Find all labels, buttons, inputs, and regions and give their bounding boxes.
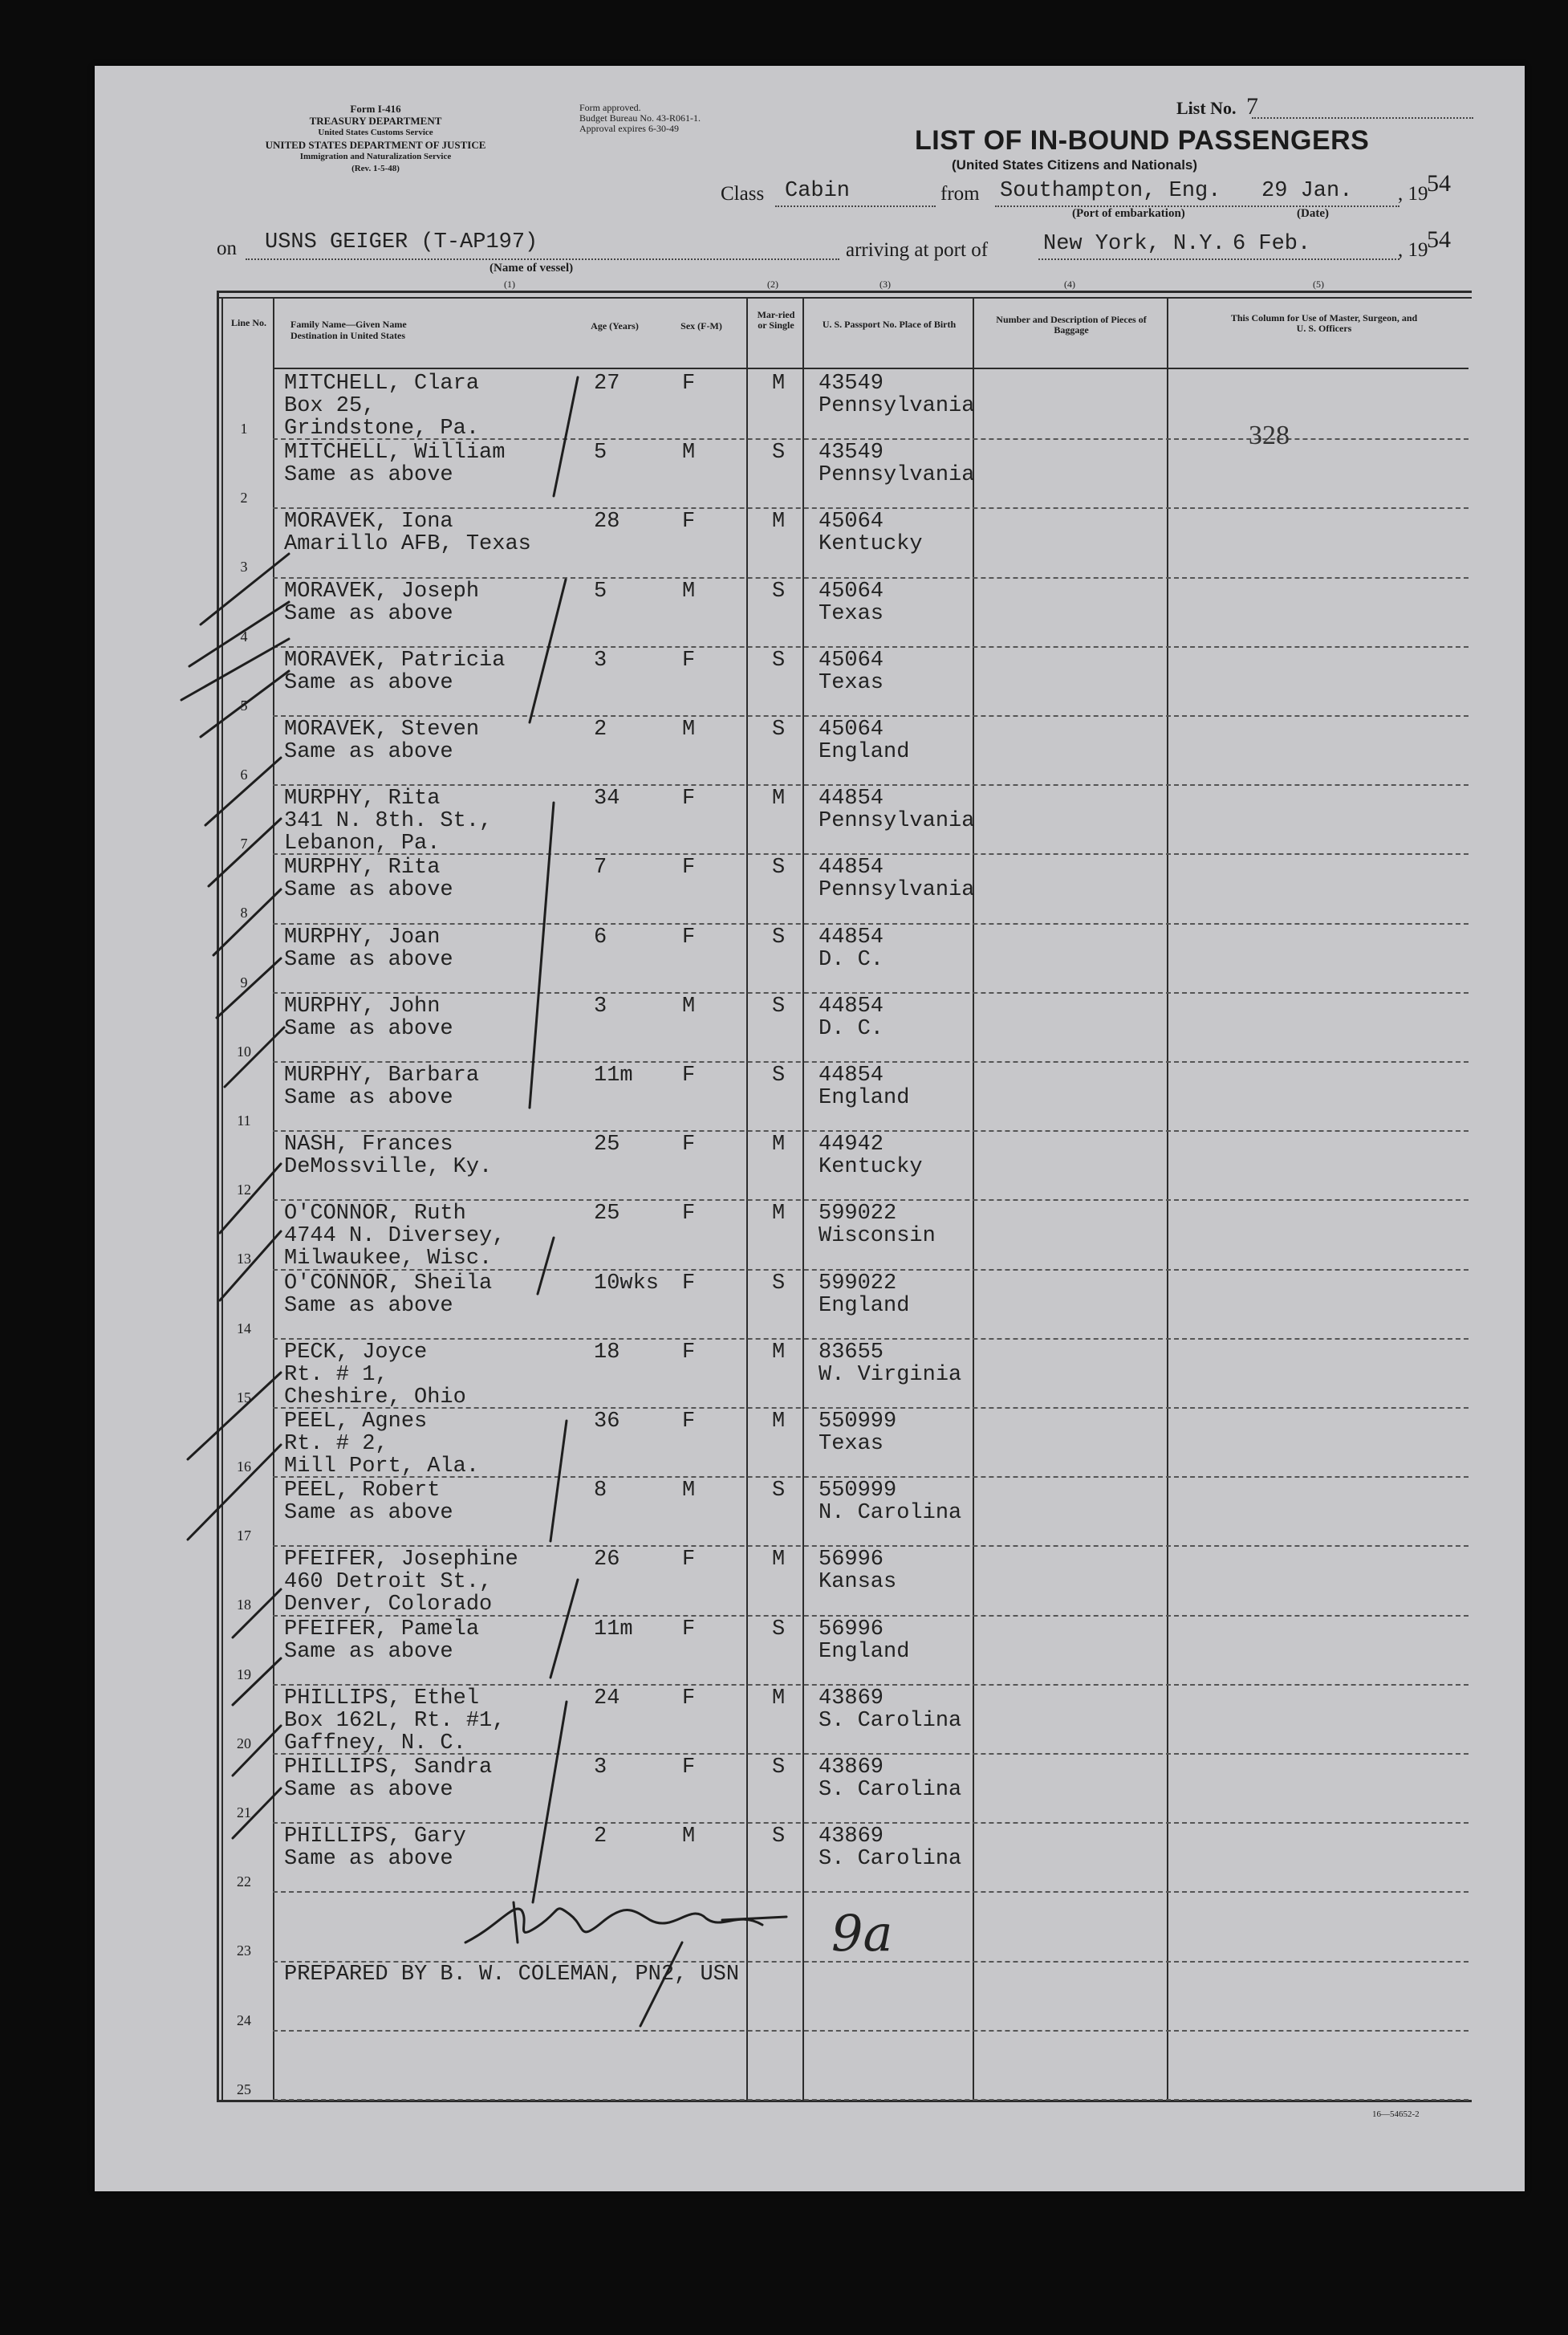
place-of-birth: Kentucky (819, 1155, 923, 1180)
destination-line: Same as above (284, 1086, 453, 1110)
row-divider (273, 1684, 1468, 1686)
approval-block (579, 103, 701, 134)
approval-line: Budget Bureau No. 43-R061-1. (579, 112, 701, 124)
destination-line: 460 Detroit St., (284, 1570, 493, 1595)
place-of-birth: Pennsylvania (819, 463, 975, 488)
passenger-age: 6 (594, 925, 607, 950)
passport-number: 43869 (819, 1686, 884, 1711)
passenger-age: 11m (594, 1617, 633, 1641)
destination-line: Same as above (284, 670, 453, 695)
marital-status: S (772, 718, 786, 742)
passenger-name: MORAVEK, Patricia (284, 648, 506, 673)
passport-number: 43549 (819, 441, 884, 466)
line-number: 9 (240, 974, 248, 991)
year-prefix: , 19 (1398, 183, 1428, 205)
row-divider (273, 715, 1468, 717)
line-number: 19 (237, 1666, 251, 1682)
line-number: 6 (240, 767, 248, 783)
passenger-age: 3 (594, 648, 607, 673)
marital-status: S (772, 441, 786, 466)
date-caption: (Date) (1297, 207, 1329, 220)
place-of-birth: S. Carolina (819, 1778, 962, 1802)
passenger-name: MORAVEK, Joseph (284, 579, 480, 604)
line-number: 5 (240, 697, 248, 714)
place-of-birth: W. Virginia (819, 1362, 962, 1387)
destination-line: Same as above (284, 947, 453, 972)
row-divider (273, 1199, 1468, 1201)
row-divider (273, 1891, 1468, 1893)
line-number: 24 (237, 2012, 251, 2028)
row-divider (273, 646, 1468, 648)
passenger-age: 8 (594, 1479, 607, 1503)
place-of-birth: D. C. (819, 1016, 884, 1041)
place-of-birth: Wisconsin (819, 1224, 936, 1249)
passenger-name: PECK, Joyce (284, 1340, 428, 1365)
passenger-sex: F (682, 1064, 696, 1088)
passenger-name: NASH, Frances (284, 1133, 453, 1157)
passenger-name: PHILLIPS, Gary (284, 1824, 466, 1849)
on-label: on (217, 238, 237, 259)
marital-status: S (772, 1479, 786, 1503)
line-number: 15 (237, 1389, 251, 1405)
marital-status: M (772, 1133, 786, 1157)
header-age: Age (Years) (591, 320, 639, 332)
header-destination: Destination in United States (290, 330, 406, 341)
place-of-birth: England (819, 1293, 910, 1318)
passenger-name: MURPHY, Rita (284, 787, 441, 812)
arrival-port: New York, N.Y. (1043, 232, 1225, 256)
marital-status: S (772, 1271, 786, 1296)
place-of-birth: D. C. (819, 947, 884, 972)
marital-status: S (772, 1755, 786, 1780)
passport-number: 56996 (819, 1617, 884, 1641)
header-passport: U. S. Passport No. Place of Birth (822, 319, 957, 330)
passenger-name: O'CONNOR, Ruth (284, 1202, 466, 1226)
passenger-sex: F (682, 1548, 696, 1572)
passport-number: 45064 (819, 579, 884, 604)
passport-number: 45064 (819, 718, 884, 742)
marital-status: M (772, 372, 786, 396)
line-number: 23 (237, 1942, 251, 1959)
passenger-sex: F (682, 1202, 696, 1226)
destination-line: Same as above (284, 740, 453, 764)
page-title: LIST OF IN-BOUND PASSENGERS (915, 125, 1370, 156)
passenger-age: 34 (594, 787, 620, 812)
marital-status: M (772, 1340, 786, 1365)
line-number: 2 (240, 490, 248, 506)
prepared-by: PREPARED BY B. W. COLEMAN, PN2, USN (284, 1963, 740, 1987)
passenger-age: 11m (594, 1064, 633, 1088)
marital-status: S (772, 1617, 786, 1641)
place-of-birth: Kansas (819, 1570, 897, 1595)
line-number: 4 (240, 628, 248, 645)
passenger-name: PHILLIPS, Sandra (284, 1755, 493, 1780)
passenger-sex: M (682, 1824, 696, 1849)
place-of-birth: England (819, 1639, 910, 1664)
table-left-border (221, 297, 223, 2100)
passenger-name: MITCHELL, William (284, 441, 506, 466)
passenger-sex: F (682, 1410, 696, 1434)
line-number: 8 (240, 905, 248, 921)
line-number: 21 (237, 1804, 251, 1820)
print-code: 16—54652-2 (1372, 2109, 1420, 2119)
class-label: Class (721, 183, 765, 205)
row-divider (273, 577, 1468, 579)
passenger-age: 36 (594, 1410, 620, 1434)
passport-number: 599022 (819, 1202, 897, 1226)
passenger-name: MITCHELL, Clara (284, 372, 480, 396)
passenger-age: 2 (594, 718, 607, 742)
passport-number: 550999 (819, 1479, 897, 1503)
handwritten-initials: 9a (831, 1904, 893, 1963)
table-top-rule (217, 297, 1472, 299)
destination-line: Same as above (284, 878, 453, 903)
year-prefix: , 19 (1398, 239, 1428, 261)
passport-number: 43549 (819, 372, 884, 396)
destination-line: Grindstone, Pa. (284, 417, 480, 441)
header-sex: Sex (F-M) (680, 320, 722, 332)
class-value: Cabin (785, 179, 851, 203)
passenger-name: O'CONNOR, Sheila (284, 1271, 493, 1296)
passenger-sex: F (682, 925, 696, 950)
row-divider (273, 1822, 1468, 1824)
row-divider (273, 853, 1468, 855)
customs-label: United States Customs Service (318, 128, 433, 137)
column-number: (2) (767, 279, 778, 290)
passport-number: 44854 (819, 994, 884, 1019)
approval-line: Form approved. (579, 102, 641, 113)
marital-status: S (772, 648, 786, 673)
destination-line: DeMossville, Ky. (284, 1155, 493, 1180)
line-number: 11 (237, 1113, 251, 1129)
officer-note: 328 (1249, 421, 1290, 450)
row-divider (273, 2030, 1468, 2032)
column-number: (4) (1064, 279, 1075, 290)
baggage-divider (1167, 297, 1168, 2100)
vessel-line (246, 258, 839, 260)
line-number: 22 (237, 1873, 251, 1890)
destination-line: Cheshire, Ohio (284, 1385, 466, 1410)
class-line (775, 205, 936, 207)
passenger-age: 3 (594, 1755, 607, 1780)
passport-divider (973, 297, 974, 2100)
passport-number: 44854 (819, 925, 884, 950)
place-of-birth: S. Carolina (819, 1847, 962, 1872)
passport-number: 44854 (819, 856, 884, 881)
from-label: from (940, 183, 980, 205)
treasury-label: TREASURY DEPARTMENT (309, 115, 442, 127)
passport-number: 44854 (819, 787, 884, 812)
passenger-age: 18 (594, 1340, 620, 1365)
place-of-birth: N. Carolina (819, 1501, 962, 1526)
passenger-name: PHILLIPS, Ethel (284, 1686, 480, 1711)
approval-line: Approval expires 6-30-49 (579, 123, 679, 134)
passenger-age: 25 (594, 1133, 620, 1157)
passenger-age: 10wks (594, 1271, 660, 1296)
list-number-value: 7 (1246, 93, 1259, 120)
list-number-line (1252, 117, 1473, 119)
justice-label: UNITED STATES DEPARTMENT OF JUSTICE (265, 139, 486, 151)
destination-line: Rt. # 2, (284, 1432, 388, 1456)
destination-line: Same as above (284, 1293, 453, 1318)
status-divider (802, 297, 804, 2100)
passenger-sex: F (682, 787, 696, 812)
passenger-name: MURPHY, John (284, 994, 441, 1019)
marital-status: S (772, 1064, 786, 1088)
marital-status: S (772, 1824, 786, 1849)
row-divider (273, 1338, 1468, 1340)
ins-label: Immigration and Naturalization Service (299, 152, 452, 161)
column-number: (1) (504, 279, 515, 290)
marital-status: S (772, 994, 786, 1019)
passenger-sex: M (682, 1479, 696, 1503)
embarkation-year: 54 (1427, 170, 1451, 197)
destination-line: Same as above (284, 601, 453, 626)
row-divider (273, 784, 1468, 786)
passenger-name: PEEL, Robert (284, 1479, 441, 1503)
passport-number: 44942 (819, 1133, 884, 1157)
arrival-line (1038, 258, 1399, 260)
passenger-age: 24 (594, 1686, 620, 1711)
destination-line: Same as above (284, 1501, 453, 1526)
header-name: Family Name—Given Name (290, 319, 407, 330)
destination-line: Lebanon, Pa. (284, 832, 441, 856)
place-of-birth: England (819, 740, 910, 764)
passport-number: 599022 (819, 1271, 897, 1296)
passenger-sex: F (682, 1686, 696, 1711)
destination-line: Same as above (284, 1778, 453, 1802)
arriving-label: arriving at port of (846, 239, 989, 261)
destination-line: Rt. # 1, (284, 1362, 388, 1387)
row-divider (273, 1545, 1468, 1547)
passenger-sex: M (682, 718, 696, 742)
place-of-birth: S. Carolina (819, 1708, 962, 1733)
passenger-sex: M (682, 579, 696, 604)
destination-line: Same as above (284, 1639, 453, 1664)
passenger-name: PFEIFER, Josephine (284, 1548, 518, 1572)
place-of-birth: England (819, 1086, 910, 1110)
embarkation-line (995, 205, 1399, 207)
passport-number: 83655 (819, 1340, 884, 1365)
passenger-name: MURPHY, Joan (284, 925, 441, 950)
embarkation-port: Southampton, Eng. (1000, 179, 1221, 203)
vessel-name: USNS GEIGER (T-AP197) (265, 230, 538, 254)
list-number (1176, 95, 1258, 119)
port-caption: (Port of embarkation) (1072, 207, 1185, 220)
place-of-birth: Pennsylvania (819, 394, 975, 418)
destination-line: Milwaukee, Wisc. (284, 1247, 493, 1271)
passenger-sex: F (682, 1617, 696, 1641)
passenger-sex: F (682, 1133, 696, 1157)
marital-status: M (772, 1410, 786, 1434)
line-number: 13 (237, 1251, 251, 1267)
line-number: 10 (237, 1043, 251, 1060)
passenger-age: 28 (594, 510, 620, 535)
passenger-name: MURPHY, Barbara (284, 1064, 480, 1088)
row-divider (273, 923, 1468, 925)
passenger-age: 26 (594, 1548, 620, 1572)
passenger-sex: F (682, 856, 696, 881)
table-top-rule (217, 291, 1472, 293)
passenger-name: PFEIFER, Pamela (284, 1617, 480, 1641)
header-married: Mar-ried or Single (757, 309, 795, 331)
page-subtitle: (United States Citizens and Nationals) (952, 157, 1198, 173)
passport-number: 45064 (819, 510, 884, 535)
passenger-sex: F (682, 372, 696, 396)
line-number: 16 (237, 1458, 251, 1475)
row-divider (273, 1130, 1468, 1132)
marital-status: S (772, 925, 786, 950)
destination-line: 4744 N. Diversey, (284, 1224, 506, 1249)
destination-line: Same as above (284, 1847, 453, 1872)
row-divider (273, 507, 1468, 509)
line-no-divider (273, 297, 274, 2100)
destination-line: Amarillo AFB, Texas (284, 532, 531, 557)
revision-label: (Rev. 1-5-48) (351, 164, 400, 173)
list-number-label: List No. (1176, 98, 1237, 118)
row-divider (273, 2099, 1468, 2101)
line-number: 3 (240, 559, 248, 576)
form-number: Form I-416 (350, 103, 401, 115)
passenger-age: 3 (594, 994, 607, 1019)
destination-line: 341 N. 8th. St., (284, 809, 493, 834)
line-number: 17 (237, 1528, 251, 1544)
marital-status: S (772, 579, 786, 604)
destination-line: Same as above (284, 1016, 453, 1041)
place-of-birth: Pennsylvania (819, 878, 975, 903)
passenger-name: MURPHY, Rita (284, 856, 441, 881)
line-number: 25 (237, 2081, 251, 2097)
marital-status: M (772, 1548, 786, 1572)
destination-line: Mill Port, Ala. (284, 1454, 480, 1479)
passport-number: 43869 (819, 1755, 884, 1780)
passenger-sex: M (682, 441, 696, 466)
passenger-sex: M (682, 994, 696, 1019)
marital-status: M (772, 510, 786, 535)
line-number: 12 (237, 1182, 251, 1198)
row-divider (273, 1061, 1468, 1063)
embarkation-date: 29 Jan. (1261, 179, 1353, 203)
line-number: 7 (240, 836, 248, 852)
line-number: 18 (237, 1597, 251, 1613)
passenger-age: 25 (594, 1202, 620, 1226)
place-of-birth: Texas (819, 1432, 884, 1456)
column-number: (5) (1313, 279, 1324, 290)
header-bottom-rule (273, 368, 1468, 369)
row-divider (273, 992, 1468, 994)
vessel-caption: (Name of vessel) (489, 262, 574, 275)
passenger-age: 27 (594, 372, 620, 396)
column-number: (3) (879, 279, 891, 290)
marital-status: M (772, 1686, 786, 1711)
passport-number: 43869 (819, 1824, 884, 1849)
marital-status: S (772, 856, 786, 881)
passenger-sex: F (682, 1271, 696, 1296)
passenger-sex: F (682, 1755, 696, 1780)
destination-line: Same as above (284, 463, 453, 488)
marital-status: M (772, 787, 786, 812)
header-officers: This Column for Use of Master, Surgeon, and U. S. Officers (1230, 312, 1418, 334)
passenger-age: 5 (594, 579, 607, 604)
passport-number: 45064 (819, 648, 884, 673)
destination-line: Denver, Colorado (284, 1593, 493, 1617)
table-left-border (217, 291, 219, 2102)
header-line-no: Line No. (230, 317, 266, 328)
destination-line: Gaffney, N. C. (284, 1731, 466, 1755)
line-number: 20 (237, 1735, 251, 1751)
place-of-birth: Texas (819, 670, 884, 695)
line-number: 1 (240, 421, 248, 437)
form-block (207, 103, 544, 175)
passenger-age: 2 (594, 1824, 607, 1849)
line-number: 14 (237, 1320, 251, 1336)
place-of-birth: Pennsylvania (819, 809, 975, 834)
passenger-name: MORAVEK, Steven (284, 718, 480, 742)
passport-number: 550999 (819, 1410, 897, 1434)
header-baggage: Number and Description of Pieces of Baggage (996, 314, 1147, 336)
passenger-age: 7 (594, 856, 607, 881)
arrival-year: 54 (1427, 226, 1451, 253)
passport-number: 44854 (819, 1064, 884, 1088)
place-of-birth: Kentucky (819, 532, 923, 557)
name-divider (746, 297, 748, 2100)
passport-number: 56996 (819, 1548, 884, 1572)
arrival-date: 6 Feb. (1233, 232, 1311, 256)
place-of-birth: Texas (819, 601, 884, 626)
passenger-sex: F (682, 510, 696, 535)
passenger-name: PEEL, Agnes (284, 1410, 428, 1434)
passenger-sex: F (682, 1340, 696, 1365)
marital-status: M (772, 1202, 786, 1226)
passenger-sex: F (682, 648, 696, 673)
destination-line: Box 162L, Rt. #1, (284, 1708, 506, 1733)
destination-line: Box 25, (284, 394, 376, 418)
passenger-name: MORAVEK, Iona (284, 510, 453, 535)
passenger-age: 5 (594, 441, 607, 466)
